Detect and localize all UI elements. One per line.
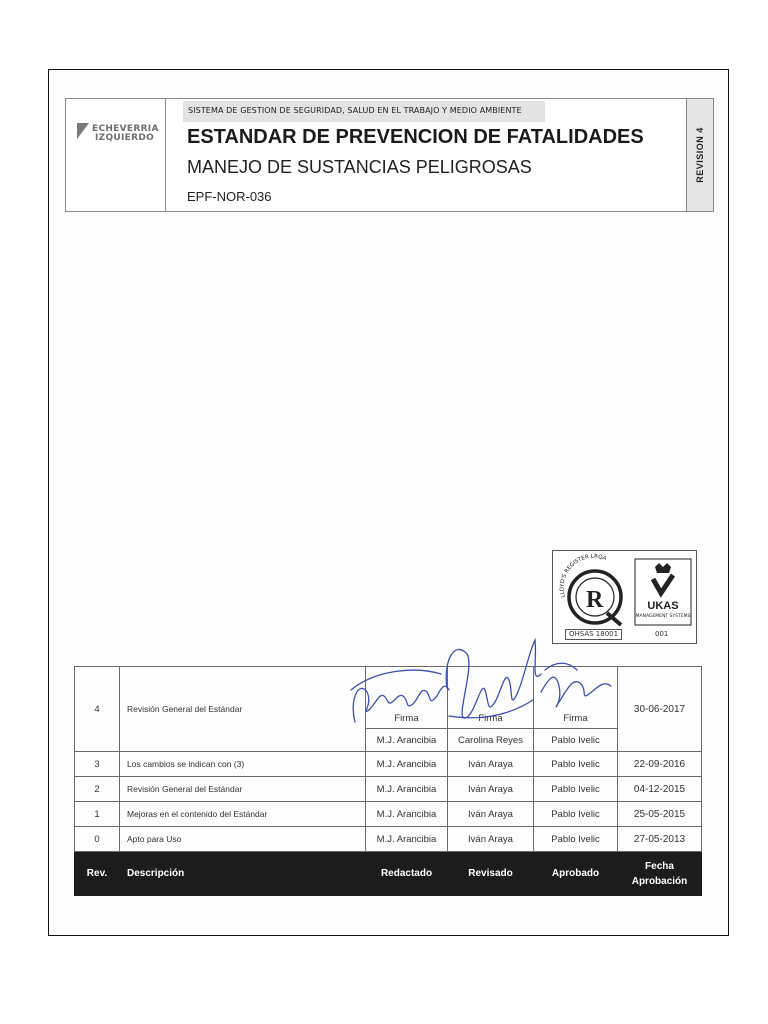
approved-by: Pablo Ivelic	[534, 802, 618, 827]
signature-label: Firma	[478, 713, 503, 724]
ukas-seal-icon	[633, 557, 693, 627]
header-date: Fecha Aprobación	[618, 852, 702, 896]
document-header	[65, 98, 714, 212]
header-rev: Rev.	[75, 852, 120, 896]
rev-date: 27-05-2013	[618, 827, 702, 852]
approved-by: Pablo Ivelic	[534, 827, 618, 852]
signature-label: Firma	[394, 713, 419, 724]
company-logo	[66, 99, 166, 211]
lloyds-register-seal-icon	[555, 553, 631, 635]
reviewed-by: Iván Araya	[448, 802, 534, 827]
rev-date: 22-09-2016	[618, 752, 702, 777]
header-approved: Aprobado	[534, 852, 618, 896]
drafted-by: M.J. Arancibia	[366, 802, 448, 827]
signature-label: Firma	[563, 713, 588, 724]
revision-label: REVISION 4	[695, 127, 705, 183]
document-code: EPF-NOR-036	[187, 189, 272, 204]
system-name: SISTEMA DE GESTION DE SEGURIDAD, SALUD EN EL TRABAJO Y MEDIO AMBIENTE	[188, 106, 522, 115]
header-reviewed: Revisado	[448, 852, 534, 896]
drafted-by: M.J. Arancibia	[366, 827, 448, 852]
reviewed-signature-cell	[448, 667, 534, 729]
rev-number: 1	[75, 802, 120, 827]
logo-text-line2: IZQUIERDO	[95, 133, 155, 143]
rev-description: Apto para Uso	[120, 827, 366, 852]
certification-seals	[552, 550, 697, 644]
rev-number: 4	[75, 667, 120, 752]
ukas-subtext: MANAGEMENT SYSTEMS	[635, 614, 691, 619]
drafted-by: M.J. Arancibia	[366, 752, 448, 777]
revision-table	[74, 666, 702, 896]
company-logo-mark-icon	[77, 123, 89, 139]
drafted-by: M.J. Arancibia	[366, 777, 448, 802]
reviewed-by: Iván Araya	[448, 752, 534, 777]
approved-by: Pablo Ivelic	[534, 777, 618, 802]
approved-by: Pablo Ivelic	[534, 729, 618, 752]
reviewed-by: Iván Araya	[448, 777, 534, 802]
lr-seal-text: LLOYD'S REGISTER LRQA	[559, 553, 608, 599]
drafted-signature-cell	[366, 667, 448, 729]
rev-date: 04-12-2015	[618, 777, 702, 802]
revision-row-latest	[75, 667, 702, 729]
header-drafted: Redactado	[366, 852, 448, 896]
drafted-by: M.J. Arancibia	[366, 729, 448, 752]
ukas-text: UKAS	[647, 600, 679, 612]
header-description: Descripción	[120, 852, 366, 896]
document-subtitle: MANEJO DE SUSTANCIAS PELIGROSAS	[187, 157, 532, 177]
reviewed-by: Iván Araya	[448, 827, 534, 852]
rev-date: 25-05-2015	[618, 802, 702, 827]
revision-row	[75, 777, 702, 802]
revision-cell	[686, 99, 713, 211]
rev-date: 30-06-2017	[618, 667, 702, 752]
rev-description: Revisión General del Estándar	[120, 667, 366, 752]
rev-number: 3	[75, 752, 120, 777]
rev-description: Revisión General del Estándar	[120, 777, 366, 802]
rev-description: Mejoras en el contenido del Estándar	[120, 802, 366, 827]
revision-row	[75, 802, 702, 827]
rev-number: 0	[75, 827, 120, 852]
approved-signature-cell	[534, 667, 618, 729]
ohsas-standard-label: OHSAS 18001	[565, 629, 622, 640]
reviewed-by: Carolina Reyes	[448, 729, 534, 752]
approved-by: Pablo Ivelic	[534, 752, 618, 777]
svg-text:R: R	[586, 587, 604, 613]
revision-row	[75, 752, 702, 777]
revision-table-header	[75, 852, 702, 896]
rev-description: Los cambios se indican con (3)	[120, 752, 366, 777]
document-title: ESTANDAR DE PREVENCION DE FATALIDADES	[187, 126, 644, 148]
rev-number: 2	[75, 777, 120, 802]
revision-row	[75, 827, 702, 852]
logo-text-line1: ECHEVERRIA	[92, 124, 159, 134]
ukas-number-label: 001	[655, 630, 669, 638]
